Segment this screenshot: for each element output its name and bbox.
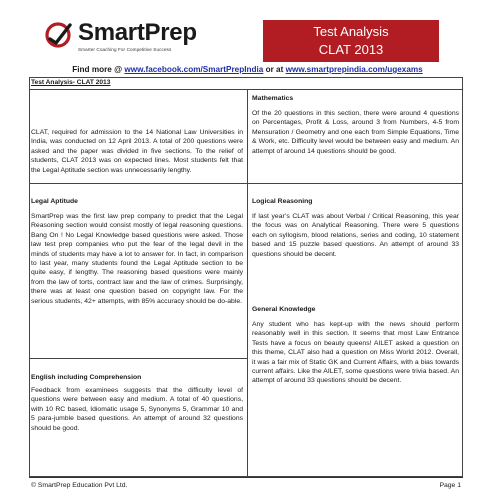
find-more-middle: or at [263,65,286,74]
general-knowledge-text: Any student who has kept-up with the news should perform reasonably well in this section. It seems that most Law Entrance Tests have a focus on beauty queens! AILET asked a question on this theme, CLAT also had a question on Miss World 2012. Overall, it was a fair mix of Static GK and Current Affairs, with a bias towards current affairs. Like the AILET, some questions were trivia based. An attempt of around 33 questions should be decent. [252,321,459,385]
find-more-prefix: Find more @ [72,65,125,74]
logical-reasoning-title: Logical Reasoning [252,198,313,205]
row-divider [29,183,247,184]
mathematics-title: Mathematics [252,95,294,102]
row-divider [29,358,247,359]
footer-divider [29,477,463,478]
smartprep-logo [44,18,214,58]
facebook-link[interactable]: www.facebook.com/SmartPrepIndia [124,65,264,74]
legal-aptitude-text: SmartPrep was the first law prep company to predict that the Legal Reasoning section would consist mostly of legal reasoning questions. Bang On ! No Legal Knowledge based questions were asked. Those law test prep companies who put the fear of the legal devil in the minds of students may have a lot to answer for. In fact, in comparison to last year, many students found the Legal Aptitude section to be quite easy, if lengthy. The reasoning based questions were mainly from the law of torts, contract law and the law of crimes. Surprisingly, there was at least one question based on copyright law. For the serious students, 42+ attempts, with 85% accuracy should be do-able. [31,213,243,305]
logo-wordmark: SmartPrep [78,19,197,46]
english-text: Feedback from examinees suggests that the difficulty level of questions were between easy and medium. A total of 40 questions, with 10 RC based, Idiomatic usage 5, Synonyms 5, Grammar 10 and 5 para-jumble based questions. An attempt of around 32 questions should be good. [31,387,243,432]
table-divider [29,89,463,90]
english-title: English including Comprehension [31,374,142,381]
row-divider [247,183,463,184]
footer-copyright: © SmartPrep Education Pvt Ltd. [31,482,128,489]
intro-paragraph: CLAT, required for admission to the 14 National Law Universities in India, was conducted on 12 April 2013. A total of 200 questions were asked and the paper was divided in five sections. To the relief of students, CLAT 2013 was on expected lines. Most students felt that the Legal Aptitude section was unnecessarily lengthy. [31,129,243,174]
logical-reasoning-text: If last year’s CLAT was about Verbal / Critical Reasoning, this year the focus was on Analytical Reasoning. There were 5 questions each on syllogism, blood relations, series and coding, 10 statement based and 15 puzzle based questions. An attempt of around 33 questions should be decent. [252,213,459,258]
website-link[interactable]: www.smartprepindia.com/ugexams [285,65,423,74]
logo-tagline: Smarter Coaching For Competitive Success [78,47,172,52]
page-header [0,0,495,62]
smartprep-logo-icon [44,20,74,50]
mathematics-text: Of the 20 questions in this section, there were around 4 questions on Percentages, Profit & Loss, around 3 from Numbers, 4-5 from Mensuration / Geometry and one each from Simple Equations, Time & Work, etc. Difficulty level would be between easy and medium. An attempt of around 14 questions should be good. [252,110,459,155]
title-line-1: Test Analysis [313,24,389,39]
title-line-2: CLAT 2013 [318,42,384,57]
legal-aptitude-title: Legal Aptitude [31,198,78,205]
column-divider [247,89,248,477]
document-heading: Test Analysis- CLAT 2013 [31,79,111,86]
page-number: Page 1 [439,482,461,489]
general-knowledge-title: General Knowledge [252,306,316,313]
title-banner [263,20,439,62]
